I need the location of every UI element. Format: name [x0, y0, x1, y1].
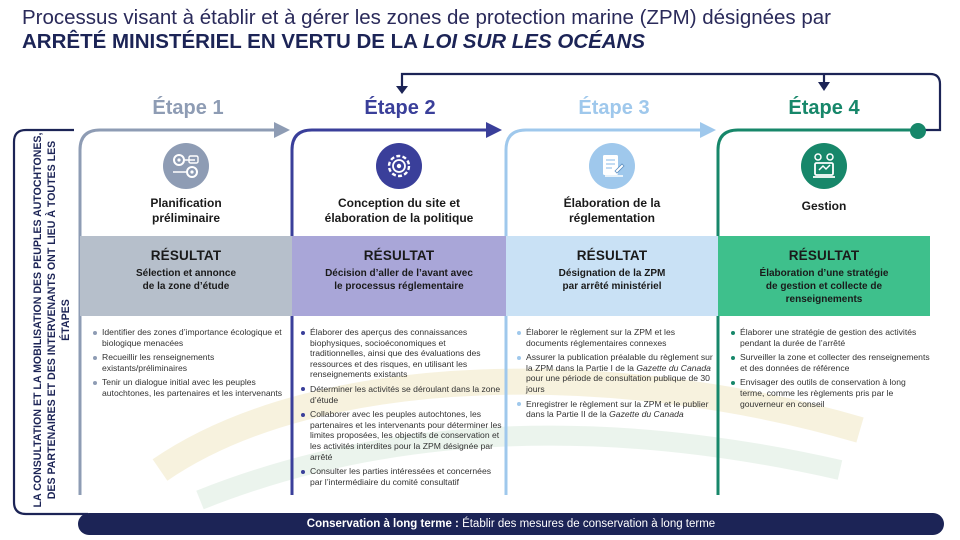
step2-result-line2: le processus réglementaire	[334, 281, 464, 292]
step3-arrow-head	[700, 122, 716, 138]
step2-bullet-3: Collaborer avec les peuples autochtones, les partenaires et les intervenants pour déterminer les limites proposées, les objectifs de conservation et les activités interdites pour la ZPM désignée par arrêté	[300, 409, 502, 462]
step4-result-line1: Élaboration d’une stratégie	[759, 268, 889, 279]
step3-bullet-3: Enregistrer le règlement sur la ZPM et le publier dans la Partie II de la Gazette du Canada	[516, 399, 716, 420]
step4-bullet-list	[730, 327, 930, 413]
step3-result-text	[506, 267, 718, 293]
step2-result	[293, 236, 505, 316]
step1-result-heading: RÉSULTAT	[150, 248, 222, 263]
step3-bullet-2: Assurer la publication préalable du règlement sur la ZPM dans la Partie I de la Gazette du Canada pour une période de consultation publique de 30 jours	[516, 352, 716, 394]
step2-arrow-head	[486, 122, 502, 138]
step1-result-line1: Sélection et annonce	[135, 268, 237, 279]
side-label-line1: LA CONSULTATION ET LA MOBILISATION DES PEUPLES AUTOCHTONES,	[32, 132, 44, 508]
step4-result-line2: de gestion et collecte de	[765, 281, 883, 292]
step3-result-line1: Désignation de la ZPM	[558, 268, 666, 279]
step1-result-text	[80, 267, 292, 293]
step4-stage-title	[729, 199, 919, 214]
side-label-line2: DES PARTENAIRES ET DES INTERVENANTS ONT LIEU À TOUTES LES ÉTAPES	[46, 140, 72, 500]
bottom-bar-text: Établir des mesures de conservation à long terme	[458, 518, 716, 530]
step4-result-line3: renseignements	[785, 294, 863, 305]
step3-stage-line2: réglementation	[568, 211, 655, 225]
step1-stage-title	[91, 196, 281, 226]
step2-bullet-1: Élaborer des aperçus des connaissances biophysiques, socioéconomiques et traditionnelles, ainsi que des évaluations des ressources et des risques, en utilisant les renseignements existants	[300, 327, 502, 380]
step4-stage-line1: Gestion	[801, 199, 847, 213]
management-dashboard-icon	[801, 143, 847, 189]
consultation-side-label	[31, 120, 72, 520]
bottom-bar-bold: Conservation à long terme :	[306, 518, 459, 530]
step2-bullet-4: Consulter les parties intéressées et concernées par l’intermédiaire du comité consultatif	[300, 466, 502, 487]
long-term-conservation-bar	[78, 513, 944, 535]
title-line-1: Processus visant à établir et à gérer les zones de protection marine (ZPM) désignées par	[22, 6, 831, 29]
step3-label: Étape 3	[578, 97, 650, 119]
step3-result-line2: par arrêté ministériel	[562, 281, 662, 292]
step1-result-line2: de la zone d’étude	[142, 281, 230, 292]
step4-result	[718, 236, 930, 316]
step2-result-text	[293, 267, 505, 293]
step2-label: Étape 2	[364, 97, 436, 119]
step4-result-text	[718, 267, 930, 306]
step1-result	[80, 236, 292, 316]
background-swoosh-green	[200, 436, 840, 500]
title-line-2-italic: LOI SUR LES OCÉANS	[422, 30, 646, 53]
step3-stage-title	[517, 196, 707, 226]
step1-bullet-1: Identifier des zones d’importance écologique et biologique menacées	[92, 327, 292, 348]
step3-result	[506, 236, 718, 316]
gear-settings-icon	[376, 143, 422, 189]
step2-result-heading: RÉSULTAT	[363, 248, 435, 263]
document-approval-icon	[589, 143, 635, 189]
step2-bullet-list	[300, 327, 502, 491]
step3-result-heading: RÉSULTAT	[576, 248, 648, 263]
step2-stage-line1: Conception du site et	[337, 196, 460, 210]
step2-bullet-2: Déterminer les activités se déroulant dans la zone d’étude	[300, 384, 502, 405]
step1-bullet-2: Recueillir les renseignements existants/préliminaires	[92, 352, 292, 373]
step4-result-heading: RÉSULTAT	[788, 248, 860, 263]
step1-stage-line1: Planification	[150, 196, 222, 210]
step2-stage-line2: élaboration de la politique	[324, 211, 474, 225]
step4-bullet-2: Surveiller la zone et collecter des renseignements et des données de référence	[730, 352, 930, 373]
feedback-arrow-head-4	[818, 82, 830, 91]
step2-result-line1: Décision d’aller de l’avant avec	[325, 268, 473, 279]
step3-bullet-1: Élaborer le règlement sur la ZPM et les documents réglementaires connexes	[516, 327, 716, 348]
feedback-arrow-head-1	[396, 86, 408, 94]
loop-end-dot	[910, 123, 926, 139]
step4-label: Étape 4	[788, 97, 860, 119]
title-line-2-main: ARRÊTÉ MINISTÉRIEL EN VERTU DE LA	[22, 30, 423, 53]
step1-bullet-3: Tenir un dialogue initial avec les peuples autochtones, les partenaires et les intervenants	[92, 377, 292, 398]
step2-stage-title	[304, 196, 494, 226]
step4-bullet-1: Élaborer une stratégie de gestion des activités pendant la durée de l’arrêté	[730, 327, 930, 348]
step1-label: Étape 1	[152, 97, 224, 119]
step1-stage-line2: préliminaire	[151, 211, 221, 225]
step3-bullet-list	[516, 327, 716, 424]
step1-arrow-head	[274, 122, 290, 138]
step4-bullet-3: Envisager des outils de conservation à long terme, comme les règlements pris par le gouverneur en conseil	[730, 377, 930, 409]
step3-stage-line1: Élaboration de la	[563, 196, 661, 210]
gears-process-icon	[163, 143, 209, 189]
step1-bullet-list	[92, 327, 292, 403]
